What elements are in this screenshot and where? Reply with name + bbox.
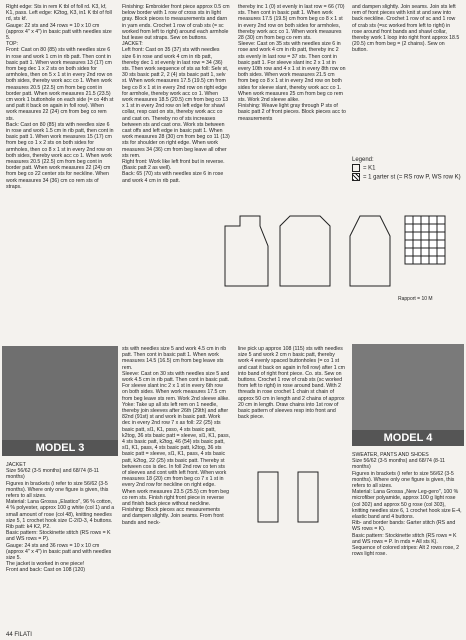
schematic-front xyxy=(225,216,268,286)
legend-garter-label: = 1 garter st (= RS row P, WS row K) xyxy=(363,174,461,181)
photo-model-4 xyxy=(352,344,464,446)
chart-rapport: Rapport = 10 M xyxy=(398,296,433,302)
text-column-8: SWEATER, PANTS AND SHOES Size 56/62 (3-5 months) and 68/74 (8-11 months) Figures in brackets (i refer to size 56/62 (3-5 months). Where only one figure is given, this refers to all sizes. Material: Lana Grossa „New Leg-gero", 100 % microfiber polyamide, approx 100 g light rose (col 302) and approx 50 g rose (col 303), knitting needles size 6, 1 crochet hook size E-4, elastic band and 4 buttons. Rib- and border bands: Garter stitch (RS and WS rows = K). Basic pattern: Stockinette stitch (RS rows = K and WS rows = P. In rnds = All sts K). Sequence of colored stripes: Alt 2 rows rose, 2 rows light rose. xyxy=(352,452,462,558)
text-column-7: JACKET Size 56/62 (3-5 months) and 68/74 (8-11 months) Figures in brackets (i refer to size 56/62 (3-5 months). Where only one figure is given, this refers to all sizes. Material: Lana Grossa „Elastico", 96 % cotton, 4 % polyester, approx 100 g white (col 1) and a small amount of rose (col 48), knitting needles size 5, 1 crochet hook size C-2/D-3, 4 buttons. Rib patt: k4 K2, P2. Basic pattern: Stockinette stitch (RS rows = K and WS rows = P). Gauge: 24 sts and 36 rows = 10 x 10 cm (approx 4" x 4") in basic patt and with needles size 5. The jacket is worked in one piece! Front and back: Cast on 108 (120) xyxy=(6,462,115,574)
text-column-1: Right edge: Sts in rem K tbl of foll rd. K3, kf, K1, pass. Left edge: K2tog, K3, in1 K tbl of foll rd, sts kf. Gauge: 22 sts and 34 rows = 10 x 10 cm (approx 4" x 4") in basic patt with needles size 5. TOP: Front: Cast on 80 (85) sts with needles size 6 in rose and work 1 cm in rib patt. Then cont in basic patt 1. When work measures 13 (17) cm from beg dec 1 x 2 sts on both sides for armholes, then on 5 x 1 st in every 2nd row on both sides, thereby work acc co 1. When work measures 20.5 (22.5) cm from beg cont in border patt. When work measures 21.5 (23.5) cm work 1 buttonhole on each side (= co 4th st and patt it back on again in foll row). When work measures 22 (24) cm from beg co rem sts. Back: Cast on 80 (85) sts with needles size 6 in rose and work 1.5 cm in rib patt, then cont in basic patt 1. When work measures 15 (17) cm from beg co 1 x 2 sts on both sides for armholes, then co 8 x 1 st in every 2nd row on both sides, thereby work acc co 1. When work measures 20.5 (22.5) cm from beg cont in border patt. When work measures 22 (24) cm from beg co 22 center sts for neckline. When work measures 34 (36) cm co rem sts of straps. xyxy=(6,4,114,190)
schematic-diagrams-2 xyxy=(238,462,348,632)
legend-k1 xyxy=(352,164,462,173)
schematic-sleeve xyxy=(350,216,390,286)
schematic-back xyxy=(280,216,330,286)
legend xyxy=(352,156,462,181)
schematic-piece-1 xyxy=(258,472,278,522)
schematic-diagrams xyxy=(220,196,452,300)
schematic-piece-2 xyxy=(298,472,318,522)
text-column-3: thereby inc 1 (0) st evenly in last row = 66 (70) sts. Then cont in basic patt 1. When work measures 17.5 (19.5) cm from beg co 8 x 1 st in every 2nd row on both sides for armholes, thereby work acc co 1. When work measures 28 (30) cm from beg co rem sts. Sleeve: Cast on 35 sts with needles size 6 in rose and work 4 cm in rib patt, thereby inc 2 sts evenly in last row = 37 sts. Then cont in basic patt 1. For sleeve slant inc 2 x 1 st in every 10th row and 4 x 1 st in every 8th row on both sides. When work measures 21.5 cm from beg co 8 x 1 st in every 2nd row on both sides for sleeve slant, thereby work acc co 1. When work measures 25 cm from beg co rem sts. Work 2nd sleeve alike. Finishing: Weave light gray through P sts of basic patt 2 of front pieces. Block pieces acc to measurements xyxy=(238,4,346,122)
photo-model-3 xyxy=(2,346,118,456)
text-column-5: sts with needles size 5 and work 4.5 cm in rib patt. Then cont in basic patt 1. When work measures 14.5 (16.5) cm from beg leave sts rem. Sleeve: Cast on 30 sts with needles size 5 and work 4.5 cm in rib patt. Then cont in basic patt. For sleeve slant inc 2 x 1 st in every 6th row on both sides. When work measures 17.5 cm from beg leave sts rem. Work 2nd sleeve alike. Yoke: Take up all sts left rem on 1 needle, thereby join sleeves after 26th (29th) and after 82nd (91st) st and work in basic patt. Work dec in every 2nd row 7 x as foll: 22 (25) sts basic patt, sl1, K1, psso, 4 sts basic patt, k2tog, 36 sts basic patt = sleeve, sl1, K1, pass, 4 sts basic patt, k2tog, 46 (54) sts basic patt, sl1, K1, pass, 4 sts basic patt, k2tog, 36 sts basic patt = sleeve, sl1, K1, pass, 4 sts basic patt, k2tog, 22 (25) sts basic patt. Thereby st between cos is dec. In foll 2nd row co ten sts of sleeves and cont with left front. When work measures 18 (20) cm from beg co 7 x 1 st in every 2nd row for neckline on right edge. When work measures 23.5 (25.5) cm from beg co rem sts. Finish right front piece in reverse and finish back piece without neckline. Finishing: Block pieces acc measurements and dampen slightly. Join seams. From front bands and neck- xyxy=(122,346,230,526)
legend-title: Legend: xyxy=(352,157,374,163)
page-footer: 44 FILATI xyxy=(6,632,32,638)
chart-grid xyxy=(405,216,445,264)
text-column-6: line pick up approx 108 (115) sts with needles size 5 and work 2 cm n basic patt, thereby work 4 evenly spaced buttonholes (= co 1 st and cast it back on again in foll row) after 1 cm into band of right front piece. Co. sts. Sew on buttons. Crochet 1 row of crab sts (sc worked from left to right) in rose around band. With 2 threads in rose crochet 1 chain st chain of approx 50 cm in length and 2 chains of approx 20 cm in length. Draw chains into 1st row of basic pattern of sleeves resp into front and back piece. xyxy=(238,346,347,421)
model-3-label: MODEL 3 xyxy=(2,440,118,456)
k1-symbol xyxy=(352,164,360,172)
garter-symbol xyxy=(352,173,360,181)
text-column-4: and dampen slightly. Join seams. Join sts left rem of front pieces with knit st and sew into back neckline. Crochet 1 row of sc and 1 row of crab sts (=sc worked from left to right) in rose around front bands and shawl collar, thereby work 1 loop into right front approx 18.5 (20.5) cm from beg = (2 chains). Sew on button. xyxy=(352,4,461,54)
text-column-2: Finishing: Embroider front piece approx 0.5 cm below border with 1 row of cross sts in light gray. Block pieces to measurements and darn in yarn ends. Crochet 1 row of crab sts (= sc worked from left to right) around each armhole but leave out straps. Sew on buttons. JACKET: Left front: Cast on 35 (37) sts with needles size 6 in rose and work 4 cm in rib patt, thereby dec 1 st evenly in last row = 34 (36) sts. Then work sequence of sts as foll: Selv st, 30 sts basic patt 2, 2 (4) sts basic patt 1, selv st. When work measures 17.5 (19.5) cm from beg co 8 x 1 st in every 2nd row on right edge for armhole, thereby work acc co 1. When work measures 18.5 (20.5) cm from beg co 13 x 1 st in every 2nd row on left edge for shawl collar, resp cast on sts, thereby work acc co and cast on. Thereby no of sts increases between sts and cast ons. Work sts between cast offs and left edge in basic patt 1. When work measures 28 (30) cm from beg co 11 (13) sts for shoulder on right edge. When work measures 34 (36) cm from beg leave all other sts rem. Right front: Work like left front but in reverse. (Basic patt 2 as well). Back: 65 (70) sts with needles size 6 in rose and work 4 cm in rib patt. xyxy=(122,4,230,184)
legend-garter xyxy=(352,173,462,182)
model-4-label: MODEL 4 xyxy=(352,430,464,446)
legend-k1-label: = K1 xyxy=(363,165,376,172)
